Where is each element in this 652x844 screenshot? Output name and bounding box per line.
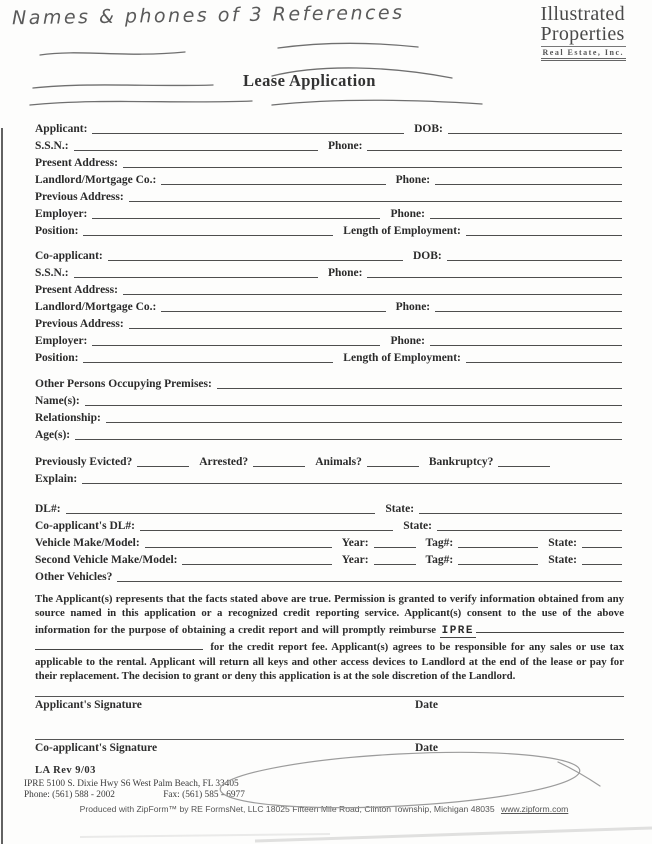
fax-label: Fax: <box>163 789 180 800</box>
agreement-text-after: for the credit report fee. Applicant(s) agrees to be responsible for any sales or use tax applicable to the rental. Applicant will return all keys and other access devices to Landlord at the end of the lease or pay for their replacement. The decision to grant or deny this application is at the sole discretion of the Landlord. <box>35 641 624 683</box>
form-row <box>35 313 624 330</box>
phone-blank[interactable] <box>435 172 622 185</box>
form-row <box>35 515 624 532</box>
co-applicant-blank[interactable] <box>108 248 403 261</box>
year-label: Year: <box>341 554 369 566</box>
length-of-employment-label: Length of Employment: <box>343 352 461 364</box>
position-blank[interactable] <box>83 223 333 236</box>
tag-label: Tag#: <box>425 537 454 549</box>
agreement-ipre-value: IPRE <box>441 624 474 637</box>
phone-value: (561) 588 - 2002 <box>52 789 115 800</box>
previously-evicted-label: Previously Evicted? <box>35 456 133 468</box>
year-label: Year: <box>341 537 369 549</box>
phone-label: Phone: <box>395 174 431 186</box>
credit-fee-blank-1[interactable] <box>476 621 624 633</box>
company-logo <box>541 4 627 61</box>
credit-fee-blank-2[interactable] <box>35 638 203 650</box>
section-history <box>35 451 624 485</box>
age-s-label: Age(s): <box>35 429 71 441</box>
dob-blank[interactable] <box>448 121 622 134</box>
office-phone-fax <box>24 790 624 801</box>
explain-blank[interactable] <box>82 471 622 484</box>
form-revision: LA Rev 9/03 <box>35 765 96 777</box>
s-s-n-blank[interactable] <box>74 265 318 278</box>
phone-blank[interactable] <box>367 138 622 151</box>
logo-line1: Illustrated <box>540 3 625 25</box>
arrested-label: Arrested? <box>199 456 249 468</box>
bankruptcy-blank[interactable] <box>498 454 550 467</box>
state-blank[interactable] <box>437 518 622 531</box>
phone-label: Phone: <box>395 301 431 313</box>
form-body <box>24 118 624 815</box>
section-coapplicant <box>35 245 624 364</box>
section-applicant <box>35 118 624 237</box>
zipform-url[interactable]: www.zipform.com <box>500 804 569 815</box>
form-row <box>35 532 624 549</box>
agreement-text-before: The Applicant(s) represents that the facts stated above are true. Permission is granted to verify information obtained from any source named in this application or a recognized credit reporting service. Applicant(s) consent to the use of the above information for the purpose of obtaining a credit report and will promptly reimburse <box>35 593 624 636</box>
other-persons-occupying-premises-label: Other Persons Occupying Premises: <box>35 378 212 390</box>
state-blank[interactable] <box>582 552 622 565</box>
bankruptcy-label: Bankruptcy? <box>428 456 494 468</box>
phone-label: Phone: <box>390 335 425 347</box>
length-of-employment-label: Length of Employment: <box>343 225 461 237</box>
length-of-employment-blank[interactable] <box>466 223 622 236</box>
fax-value: (561) 585 - 6977 <box>182 789 245 800</box>
length-of-employment-blank[interactable] <box>466 350 622 363</box>
other-vehicles-label: Other Vehicles? <box>35 571 113 583</box>
phone-blank[interactable] <box>367 265 622 278</box>
animals-label: Animals? <box>315 456 362 468</box>
previous-address-label: Previous Address: <box>35 318 124 330</box>
co-applicant-s-dl-blank[interactable] <box>140 518 393 531</box>
phone-blank[interactable] <box>430 206 622 219</box>
present-address-blank[interactable] <box>123 282 622 295</box>
present-address-label: Present Address: <box>35 157 118 169</box>
scan-edge-artifact <box>1 128 3 844</box>
state-blank[interactable] <box>582 535 622 548</box>
coapplicant-signature-row <box>35 742 624 758</box>
coapplicant-date-label: Date <box>415 742 438 755</box>
position-label: Position: <box>35 352 79 364</box>
phone-blank[interactable] <box>435 299 622 312</box>
co-applicant-label: Co-applicant: <box>35 250 103 262</box>
landlord-mortgage-co-blank[interactable] <box>161 299 385 312</box>
applicant-date-label: Date <box>415 699 438 712</box>
form-row <box>35 279 624 296</box>
form-row <box>35 118 624 135</box>
coapplicant-signature-line[interactable] <box>35 739 624 740</box>
s-s-n-label: S.S.N.: <box>35 267 69 279</box>
relationship-blank[interactable] <box>106 410 622 423</box>
dl-label: DL#: <box>35 503 61 515</box>
second-vehicle-make-model-blank[interactable] <box>182 552 331 565</box>
dl-blank[interactable] <box>66 501 376 514</box>
logo-line3: Real Estate, Inc. <box>541 46 627 61</box>
co-applicant-s-dl-label: Co-applicant's DL#: <box>35 520 135 532</box>
vehicle-make-model-label: Vehicle Make/Model: <box>35 537 140 549</box>
employer-blank[interactable] <box>92 206 380 219</box>
form-row <box>35 390 624 407</box>
previously-evicted-blank[interactable] <box>137 454 189 467</box>
phone-label: Phone: <box>24 789 50 800</box>
state-label: State: <box>548 537 577 549</box>
dob-blank[interactable] <box>447 248 622 261</box>
tag-blank[interactable] <box>458 535 538 548</box>
relationship-label: Relationship: <box>35 412 101 424</box>
form-row <box>35 186 624 203</box>
previous-address-label: Previous Address: <box>35 191 124 203</box>
position-blank[interactable] <box>83 350 333 363</box>
handwritten-note: Names & phones of 3 References <box>11 1 405 30</box>
applicant-signature-label: Applicant's Signature <box>35 699 142 712</box>
other-persons-occupying-premises-blank[interactable] <box>217 376 622 389</box>
section-vehicles <box>35 498 624 583</box>
form-row <box>35 135 624 152</box>
page-title: Lease Application <box>243 71 376 90</box>
dob-label: DOB: <box>412 250 442 262</box>
applicant-label: Applicant: <box>35 123 88 135</box>
phone-label: Phone: <box>390 208 425 220</box>
agreement-paragraph <box>35 592 624 683</box>
phone-label: Phone: <box>327 267 363 279</box>
form-row <box>35 407 624 424</box>
tag-label: Tag#: <box>425 554 454 566</box>
tag-blank[interactable] <box>458 552 538 565</box>
form-row <box>35 262 624 279</box>
landlord-mortgage-co-label: Landlord/Mortgage Co.: <box>35 301 157 313</box>
form-row <box>35 549 624 566</box>
form-row <box>35 152 624 169</box>
employer-label: Employer: <box>35 208 88 220</box>
present-address-label: Present Address: <box>35 284 118 296</box>
phone-blank[interactable] <box>430 333 622 346</box>
position-label: Position: <box>35 225 79 237</box>
form-row <box>35 451 624 468</box>
scan-bottom-artifact <box>0 818 652 844</box>
zipform-credit <box>24 804 624 814</box>
logo-line2: Properties <box>540 23 625 45</box>
dob-label: DOB: <box>414 123 443 135</box>
footer <box>24 779 624 814</box>
landlord-mortgage-co-blank[interactable] <box>161 172 385 185</box>
state-label: State: <box>403 520 432 532</box>
name-s-blank[interactable] <box>85 393 622 406</box>
vehicle-make-model-blank[interactable] <box>145 535 332 548</box>
arrested-blank[interactable] <box>253 454 305 467</box>
form-row <box>35 245 624 262</box>
form-row <box>35 373 624 390</box>
state-label: State: <box>548 554 577 566</box>
office-address: IPRE 5100 S. Dixie Hwy S6 West Palm Beach, FL 33405 <box>24 779 239 790</box>
second-vehicle-make-model-label: Second Vehicle Make/Model: <box>35 554 178 566</box>
phone-label: Phone: <box>327 140 363 152</box>
form-row <box>35 203 624 220</box>
form-row <box>35 566 624 583</box>
state-label: State: <box>385 503 415 515</box>
animals-blank[interactable] <box>367 454 419 467</box>
state-blank[interactable] <box>419 501 622 514</box>
applicant-signature-row <box>35 699 624 715</box>
section-occupants <box>35 373 624 441</box>
year-blank[interactable] <box>374 535 416 548</box>
form-row <box>35 169 624 186</box>
applicant-signature-line[interactable] <box>35 696 624 697</box>
applicant-blank[interactable] <box>92 121 404 134</box>
form-row <box>35 330 624 347</box>
form-row <box>35 468 624 485</box>
form-row <box>35 424 624 441</box>
present-address-blank[interactable] <box>123 155 622 168</box>
s-s-n-blank[interactable] <box>74 138 318 151</box>
other-vehicles-blank[interactable] <box>117 569 622 582</box>
previous-address-blank[interactable] <box>129 316 622 329</box>
form-row <box>35 347 624 364</box>
age-s-blank[interactable] <box>75 427 622 440</box>
form-row <box>35 296 624 313</box>
landlord-mortgage-co-label: Landlord/Mortgage Co.: <box>35 174 157 186</box>
produced-text: Produced with ZipForm™ by RE FormsNet, LLC 18025 Fifteen Mile Road, Clinton Township, Michigan 48035 <box>79 804 495 815</box>
explain-label: Explain: <box>35 473 78 485</box>
name-s-label: Name(s): <box>35 395 80 407</box>
employer-blank[interactable] <box>92 333 380 346</box>
coapplicant-signature-label: Co-applicant's Signature <box>35 742 158 755</box>
form-sections <box>35 118 624 583</box>
form-row <box>35 220 624 237</box>
previous-address-blank[interactable] <box>129 189 622 202</box>
employer-label: Employer: <box>35 335 88 347</box>
form-row <box>35 498 624 515</box>
s-s-n-label: S.S.N.: <box>35 140 69 152</box>
year-blank[interactable] <box>374 552 416 565</box>
